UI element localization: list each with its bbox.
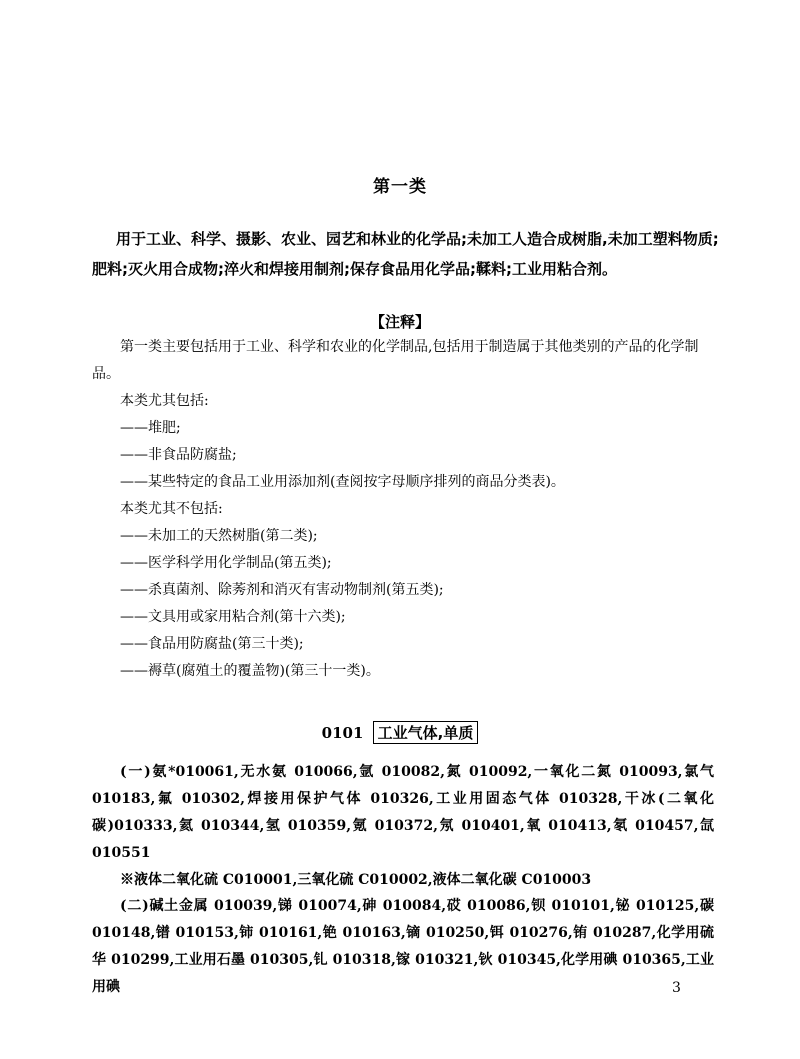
- section-1-star-note: ※液体二氧化硫 C010001,三氧化硫 C010002,液体二氧化碳 C010003: [120, 872, 592, 888]
- includes-item: ——堆肥;: [120, 420, 181, 436]
- section-2-text: (二)碱土金属 010039,锑 010074,砷 010084,砹 010086,钡 010101,铋 010125,碳 010148,镨 010153,铈 010161,铯 010163,镝 010250,铒 010276,铕 010287,化学用硫华 010299,工业用石墨 010305,钆 010318,镓 010321,钬 010345,化学用碘 010365,工业用碘: [92, 898, 714, 995]
- section-1: [92, 759, 714, 894]
- note-intro: 第一类主要包括用于工业、科学和农业的化学制品,包括用于制造属于其他类别的产品的化学制品。: [92, 339, 699, 382]
- excludes-label: 本类尤其不包括:: [120, 501, 223, 517]
- group-title: 工业气体,单质: [373, 721, 479, 744]
- excludes-item: ——未加工的天然树脂(第二类);: [120, 528, 318, 544]
- group-heading: [0, 721, 800, 744]
- class-title: 第一类: [373, 177, 427, 197]
- excludes-item: ——食品用防腐盐(第三十类);: [120, 636, 304, 652]
- excludes-item: ——文具用或家用粘合剂(第十六类);: [120, 609, 346, 625]
- includes-item: ——非食品防腐盐;: [120, 447, 237, 463]
- includes-label: 本类尤其包括:: [120, 393, 209, 409]
- note-body: [92, 334, 712, 685]
- section-2: [92, 893, 714, 1001]
- excludes-item: ——褥草(腐殖土的覆盖物)(第三十一类)。: [120, 663, 380, 679]
- group-code: 0101: [321, 724, 364, 742]
- excludes-item: ——杀真菌剂、除莠剂和消灭有害动物制剂(第五类);: [120, 582, 444, 598]
- class-heading: 用于工业、科学、摄影、农业、园艺和林业的化学品;未加工人造合成树脂,未加工塑料物质;肥料;灭火用合成物;淬火和焊接用制剂;保存食品用化学品;鞣料;工业用粘合剂。: [92, 230, 719, 278]
- includes-item: ——某些特定的食品工业用添加剂(查阅按字母顺序排列的商品分类表)。: [120, 474, 565, 490]
- page-number: 3: [672, 980, 681, 996]
- excludes-item: ——医学科学用化学制品(第五类);: [120, 555, 332, 571]
- section-1-text: (一)氨*010061,无水氨 010066,氩 010082,氮 010092,一氧化二氮 010093,氯气 010183,氟 010302,焊接用保护气体 010326,工业用固态气体 010328,干冰(二氧化碳)010333,氦 010344,氢 010359,氪 010372,氖 010401,氧 010413,氡 010457,氙 010551: [92, 764, 714, 861]
- note-label: 【注释】: [369, 313, 430, 331]
